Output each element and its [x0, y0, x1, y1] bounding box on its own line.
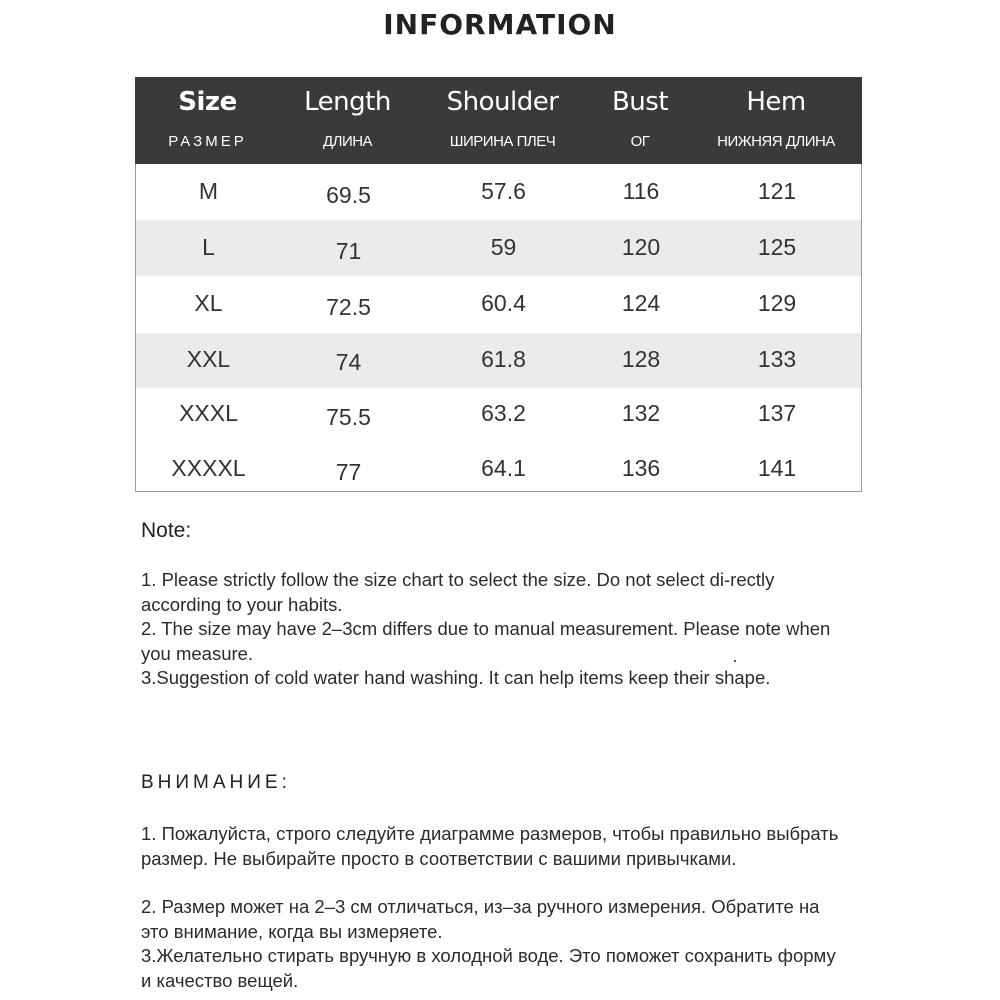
- cell-length: [281, 220, 416, 276]
- table-row: [136, 333, 861, 388]
- cell-bust: [591, 220, 691, 276]
- table-row: [136, 220, 861, 276]
- cell-hem: [691, 443, 863, 492]
- cell-bust: [591, 443, 691, 492]
- header-shoulder-ru: ШИРИНА ПЛЕЧ: [449, 133, 556, 150]
- cell-shoulder: [416, 388, 591, 443]
- cell-size: [136, 388, 281, 443]
- cell-shoulder-value: 64.1: [481, 455, 526, 481]
- cell-bust: [591, 388, 691, 443]
- cell-hem-value: 121: [757, 178, 797, 204]
- header-hem: [690, 77, 862, 164]
- cell-bust-value: 116: [622, 178, 660, 204]
- cell-size-value: XL: [194, 290, 223, 316]
- cell-length-value: 77: [335, 459, 362, 485]
- note-ru-heading: ВНИМАНИЕ:: [141, 772, 291, 793]
- cell-hem: [691, 333, 863, 388]
- cell-shoulder: [416, 443, 591, 492]
- header-hem-ru: НИЖНЯЯ ДЛИНА: [717, 133, 835, 150]
- note-ru-item: 3.Желательно стирать вручную в холодной воде. Это поможет сохранить форму и качество вещей.: [141, 945, 836, 991]
- cell-size: [136, 220, 281, 276]
- cell-size-value: XXXXL: [171, 455, 246, 481]
- header-length-ru: ДЛИНА: [322, 133, 373, 150]
- cell-length: [281, 443, 416, 492]
- cell-size-value: XXL: [186, 346, 231, 372]
- cell-shoulder: [416, 276, 591, 333]
- page-title: INFORMATION: [383, 8, 617, 41]
- note-heading: Note:: [141, 519, 192, 542]
- cell-length-value: 72.5: [326, 294, 371, 320]
- table-row: [136, 443, 861, 492]
- header-bust-en: Bust: [611, 87, 669, 117]
- cell-bust: [591, 276, 691, 333]
- note-item: 2. The size may have 2–3cm differs due to manual measurement. Please note when you measure.: [141, 618, 831, 664]
- cell-bust-value: 132: [621, 400, 661, 426]
- cell-bust: [591, 333, 691, 388]
- cell-bust-value: 128: [621, 346, 661, 372]
- cell-shoulder: [416, 333, 591, 388]
- header-shoulder-en: Shoulder: [446, 87, 559, 117]
- table-row: [136, 164, 861, 220]
- stray-dot: [734, 660, 736, 662]
- cell-bust: [591, 164, 691, 220]
- note-item: 1. Please strictly follow the size chart to select the size. Do not select di-rectly according to your habits.: [141, 569, 775, 615]
- cell-hem-value: 125: [757, 234, 797, 260]
- header-length-en: Length: [304, 87, 391, 117]
- cell-hem: [691, 388, 863, 443]
- cell-length: [281, 164, 416, 220]
- cell-size: [136, 443, 281, 492]
- cell-size-value: L: [202, 234, 215, 260]
- cell-length-value: 69.5: [326, 182, 371, 208]
- note-item: 3.Suggestion of cold water hand washing. It can help items keep their shape.: [141, 667, 771, 688]
- cell-shoulder-value: 61.8: [481, 346, 526, 372]
- cell-shoulder-value: 57.6: [481, 178, 526, 204]
- note-ru-item: 2. Размер может на 2–3 см отличаться, из–за ручного измерения. Обратите на это внимание, когда вы измеряете.: [141, 896, 820, 942]
- cell-size-value: XXXL: [179, 400, 238, 426]
- cell-hem-value: 141: [757, 455, 797, 481]
- table-header: [135, 77, 862, 164]
- cell-size: [136, 164, 281, 220]
- header-shoulder: [415, 77, 590, 164]
- cell-length-value: 74: [335, 349, 362, 375]
- cell-length: [281, 388, 416, 443]
- header-size: [135, 77, 280, 164]
- header-length: [280, 77, 415, 164]
- cell-shoulder-value: 63.2: [481, 400, 526, 426]
- cell-size: [136, 333, 281, 388]
- cell-shoulder: [416, 164, 591, 220]
- table-row: [136, 276, 861, 333]
- cell-shoulder-value: 59: [490, 234, 517, 260]
- cell-hem: [691, 164, 863, 220]
- cell-length: [281, 276, 416, 333]
- cell-length-value: 75.5: [326, 404, 371, 430]
- size-chart-table: [135, 77, 862, 492]
- header-size-en: Size: [178, 87, 237, 117]
- cell-size: [136, 276, 281, 333]
- cell-length-value: 71: [335, 238, 362, 264]
- cell-hem-value: 133: [757, 346, 797, 372]
- cell-hem: [691, 276, 863, 333]
- table-row: [136, 388, 861, 443]
- header-bust-ru: ОГ: [630, 133, 650, 150]
- cell-length: [281, 333, 416, 388]
- cell-shoulder: [416, 220, 591, 276]
- cell-bust-value: 120: [621, 234, 661, 260]
- cell-hem-value: 137: [757, 400, 797, 426]
- cell-bust-value: 124: [621, 290, 661, 316]
- cell-bust-value: 136: [621, 455, 661, 481]
- cell-size-value: M: [198, 178, 219, 204]
- cell-shoulder-value: 60.4: [481, 290, 526, 316]
- cell-hem-value: 129: [757, 290, 797, 316]
- cell-hem: [691, 220, 863, 276]
- note-ru-item: 1. Пожалуйста, строго следуйте диаграмме размеров, чтобы правильно выбрать размер. Не выбирайте просто в соответствии с вашими привычками.: [141, 823, 839, 869]
- header-bust: [590, 77, 690, 164]
- header-hem-en: Hem: [746, 87, 806, 117]
- header-size-ru: РАЗМЕР: [168, 133, 247, 150]
